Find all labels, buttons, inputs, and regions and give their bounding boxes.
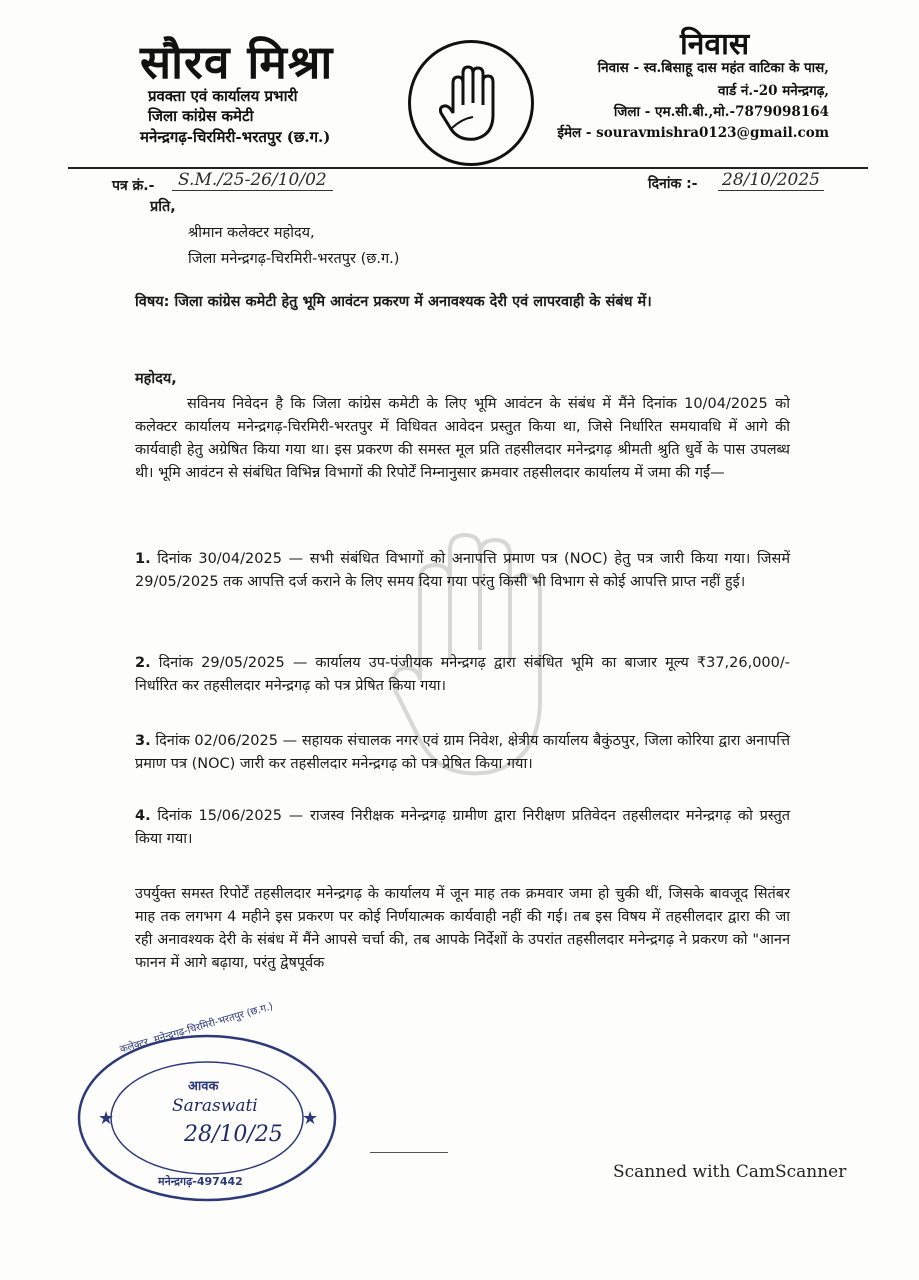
subject: विषय: जिला कांग्रेस कमेटी हेतु भूमि आवंटन प्रकरण में अनावश्यक देरी एवं लापरवाही के संबंध में। [135,294,652,310]
list-item-text: दिनांक 30/04/2025 — सभी संबंधित विभागों को अनापत्ति प्रमाण पत्र (NOC) हेतु पत्र जारी किया गया। जिसमें 29/05/2025 तक आपत्ति दर्ज कराने के लिए समय दिया गया परंतु किसी भी विभाग से कोई आपत्ति प्राप्त नहीं हुई। [135,551,791,590]
list-item-text: दिनांक 29/05/2025 — कार्यालय उप-पंजीयक मनेन्द्रगढ़ द्वारा संबंधित भूमि का बाजार मूल्य ₹37,26,000/- निर्धारित कर तहसीलदार मनेन्द्रगढ़ को पत्र प्रेषित किया गया। [135,655,791,694]
letterhead-designation-2: जिला कांग्रेस कमेटी [148,107,254,125]
closing-paragraph: उपर्युक्त समस्त रिपोर्टें तहसीलदार मनेन्द्रगढ़ के कार्यालय में जून माह तक क्रमवार जमा हो चुकी थीं, जिसके बावजूद सितंबर माह तक लगभग 4 महीने इस प्रकरण पर कोई निर्णयात्मक कार्यवाही नहीं की गई। तब इस विषय में तहसीलदार द्वारा की जा रही अनावश्यक देरी के संबंध में मैंने आपसे चर्चा की, तब आपके निर्देशों के उपरांत तहसीलदार मनेन्द्रगढ़ ने प्रकरण को "आनन फानन में आगे बढ़ाया, परंतु द्वेषपूर्वक [135,886,790,971]
letterhead-designation-3: मनेन्द्रगढ़-चिरमिरी-भरतपुर (छ.ग.) [140,128,331,146]
list-item-text: दिनांक 02/06/2025 — सहायक संचालक नगर एवं ग्राम निवेश, क्षेत्रीय कार्यालय बैकुंठपुर, जिला कोरिया द्वारा अनापत्ति प्रमाण पत्र (NOC) जारी कर तहसीलदार मनेन्द्रगढ़ को पत्र प्रेषित किया गया। [135,733,790,772]
signature-dash [370,1152,448,1153]
list-item-text: दिनांक 15/06/2025 — राजस्व निरीक्षक मनेन्द्रगढ़ ग्रामीण द्वारा निरीक्षण प्रतिवेदन तहसीलदार मनेन्द्रगढ़ को प्रस्तुत किया गया। [135,808,790,847]
list-item-number: 2. [135,655,151,671]
date-label: दिनांक :- [648,176,698,192]
address-line-1: निवास - स्व.बिसाहू दास महंत वाटिका के पास, [597,60,829,76]
receipt-stamp [72,1001,342,1208]
intro-paragraph: सविनय निवेदन है कि जिला कांग्रेस कमेटी के लिए भूमि आवंटन के संबंध में मैंने दिनांक 10/04/2025 को कलेक्टर कार्यालय मनेन्द्रगढ़-चिरमिरी-भरतपुर में विधिवत आवेदन प्रस्तुत किया था, जिसे निर्धारित समयावधि में आगे की कार्यवाही हेतु अग्रेषित किया गया था। इस प्रकरण की समस्त मूल प्रति तहसीलदार मनेन्द्रगढ़ श्रीमती श्रुति धुर्वे के पास उपलब्ध थी। भूमि आवंटन से संबंधित विभिन्न विभागों की रिपोर्टें निम्नानुसार क्रमवार तहसीलदार कार्यालय में जमा की गईं— [135,396,790,481]
list-item-3 [135,730,790,776]
stamp-date: 28/10/25 [184,1122,283,1147]
list-item-1 [135,548,790,594]
list-item-2 [135,652,790,698]
letterhead-name: सौरव मिश्रा [140,35,334,89]
list-item-4 [135,805,790,851]
congress-hand-logo-icon [408,40,534,166]
addressee-line-2: जिला मनेन्द्रगढ़-चिरमिरी-भरतपुर (छ.ग.) [188,251,400,267]
svg-text:★: ★ [302,1108,319,1129]
ref-label: पत्र क्रं.- [112,178,155,194]
email-line: ईमेल - souravmishra0123@gmail.com [557,125,829,141]
letterhead-designation-1: प्रवक्ता एवं कार्यालय प्रभारी [148,87,298,105]
date-value: 28/10/2025 [718,170,824,191]
address-line-3: जिला - एम.सी.बी.,मो.-7879098164 [613,104,829,120]
stamp-signature: Saraswati [172,1096,258,1116]
addressee-line-1: श्रीमान कलेक्टर महोदय, [188,225,315,241]
prati: प्रति, [150,199,176,215]
list-item-number: 1. [135,551,151,567]
residence-title: निवास [680,27,750,62]
stamp-ring-text: कलेक्टर, मनेन्द्रगढ़-चिरमिरी-भरतपुर (छ.ग.) [118,1001,275,1056]
stamp-label: आवक [188,1079,219,1094]
stamp-pin: मनेन्द्रगढ़-497442 [158,1175,243,1188]
svg-text:★: ★ [98,1108,115,1129]
list-item-number: 3. [135,733,151,749]
header-divider [68,167,868,169]
camscanner-footer: Scanned with CamScanner [613,1162,847,1182]
address-line-2: वार्ड नं.-20 मनेन्द्रगढ़, [717,83,829,99]
ref-number: S.M./25-26/10/02 [172,170,333,191]
list-item-number: 4. [135,808,151,824]
salutation: महोदय, [135,371,177,387]
